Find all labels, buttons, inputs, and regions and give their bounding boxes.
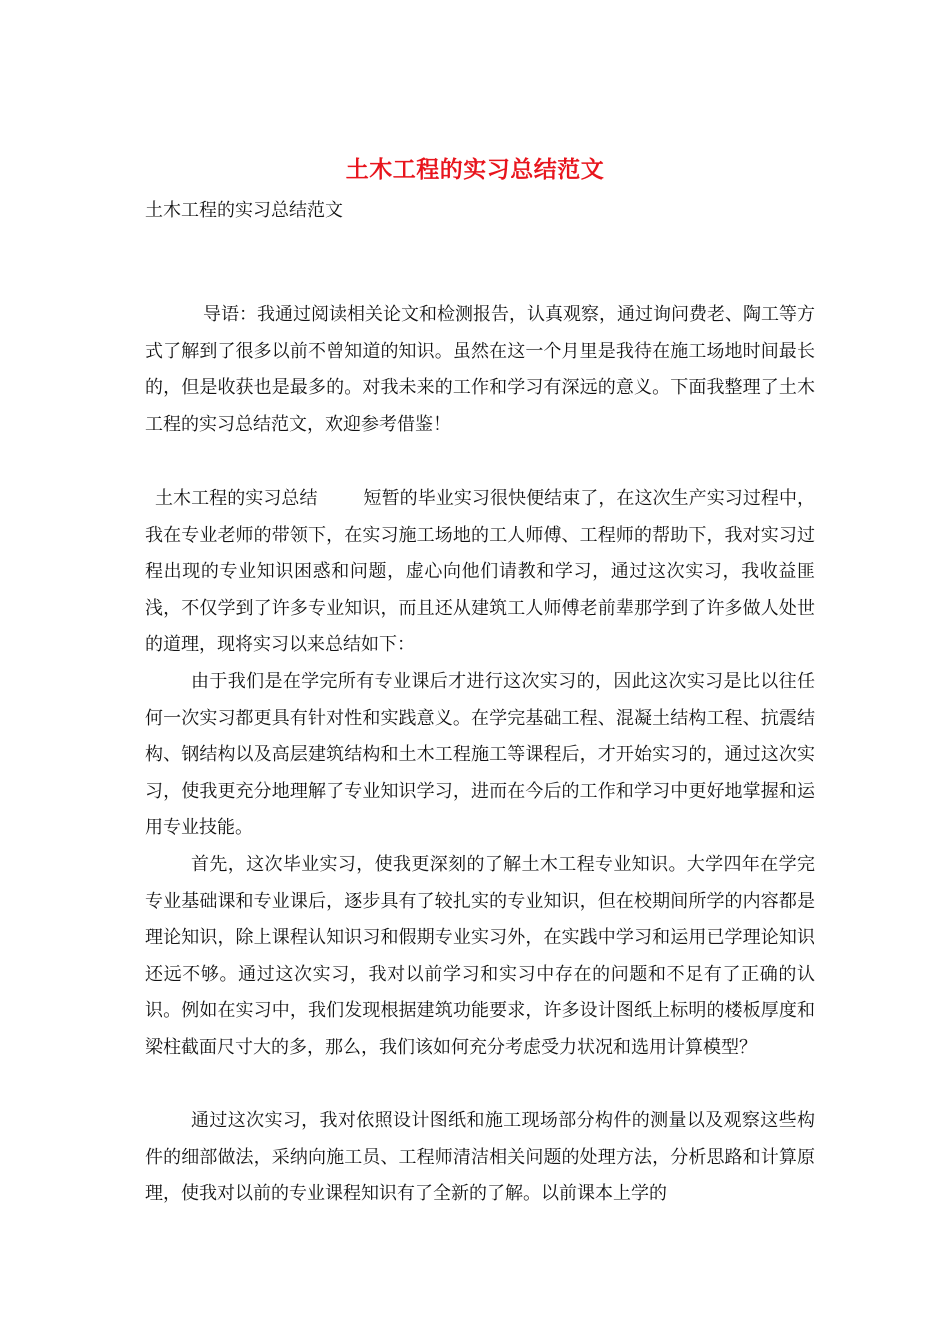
body-paragraph-3: 首先，这次毕业实习，使我更深刻的了解土木工程专业知识。大学四年在学完专业基础课和专业课后，逐步具有了较扎实的专业知识，但在校期间所学的内容都是理论知识，除上课程认知识习和假期专业实习外，在实践中学习和运用已学理论知识还远不够。通过这次实习，我对以前学习和实习中存在的问题和不足有了正确的认识。例如在实习中，我们发现根据建筑功能要求，许多设计图纸上标明的楼板厚度和梁柱截面尺寸大的多，那么，我们该如何充分考虑受力状况和选用计算模型？ (145, 854, 815, 1058)
document-subtitle: 土木工程的实习总结范文 (145, 200, 343, 221)
body-paragraph-2: 由于我们是在学完所有专业课后才进行这次实习的，因此这次实习是比以往任何一次实习都更具有针对性和实践意义。在学完基础工程、混凝土结构工程、抗震结构、钢结构以及高层建筑结构和土木工程施工等课程后，才开始实习的，通过这次实习，使我更充分地理解了专业知识学习，进而在今后的工作和学习中更好地掌握和运用专业技能。 (145, 671, 815, 839)
body-paragraph-1 (145, 481, 815, 664)
document-title: 土木工程的实习总结范文 (345, 156, 605, 183)
section-heading: 土木工程的实习总结 (155, 488, 318, 509)
paragraph-1-text: 短暂的毕业实习很快便结束了，在这次生产实习过程中，我在专业老师的带领下，在实习施工场地的工人师傅、工程师的帮助下，我对实习过程出现的专业知识困惑和问题，虚心向他们请教和学习，通过这次实习，我收益匪浅，不仅学到了许多专业知识，而且还从建筑工人师傅老前辈那学到了许多做人处世的道理，现将实习以来总结如下： (145, 488, 815, 656)
intro-paragraph: 导语：我通过阅读相关论文和检测报告，认真观察，通过询问费老、陶工等方式了解到了很多以前不曾知道的知识。虽然在这一个月里是我待在施工场地时间最长的，但是收获也是最多的。对我未来的工作和学习有深远的意义。下面我整理了土木工程的实习总结范文，欢迎参考借鉴！ (145, 304, 815, 435)
body-paragraph-4: 通过这次实习，我对依照设计图纸和施工现场部分构件的测量以及观察这些构件的细部做法，采纳向施工员、工程师清洁相关问题的处理方法，分析思路和计算原理，使我对以前的专业课程知识有了全新的了解。以前课本上学的 (145, 1110, 815, 1205)
